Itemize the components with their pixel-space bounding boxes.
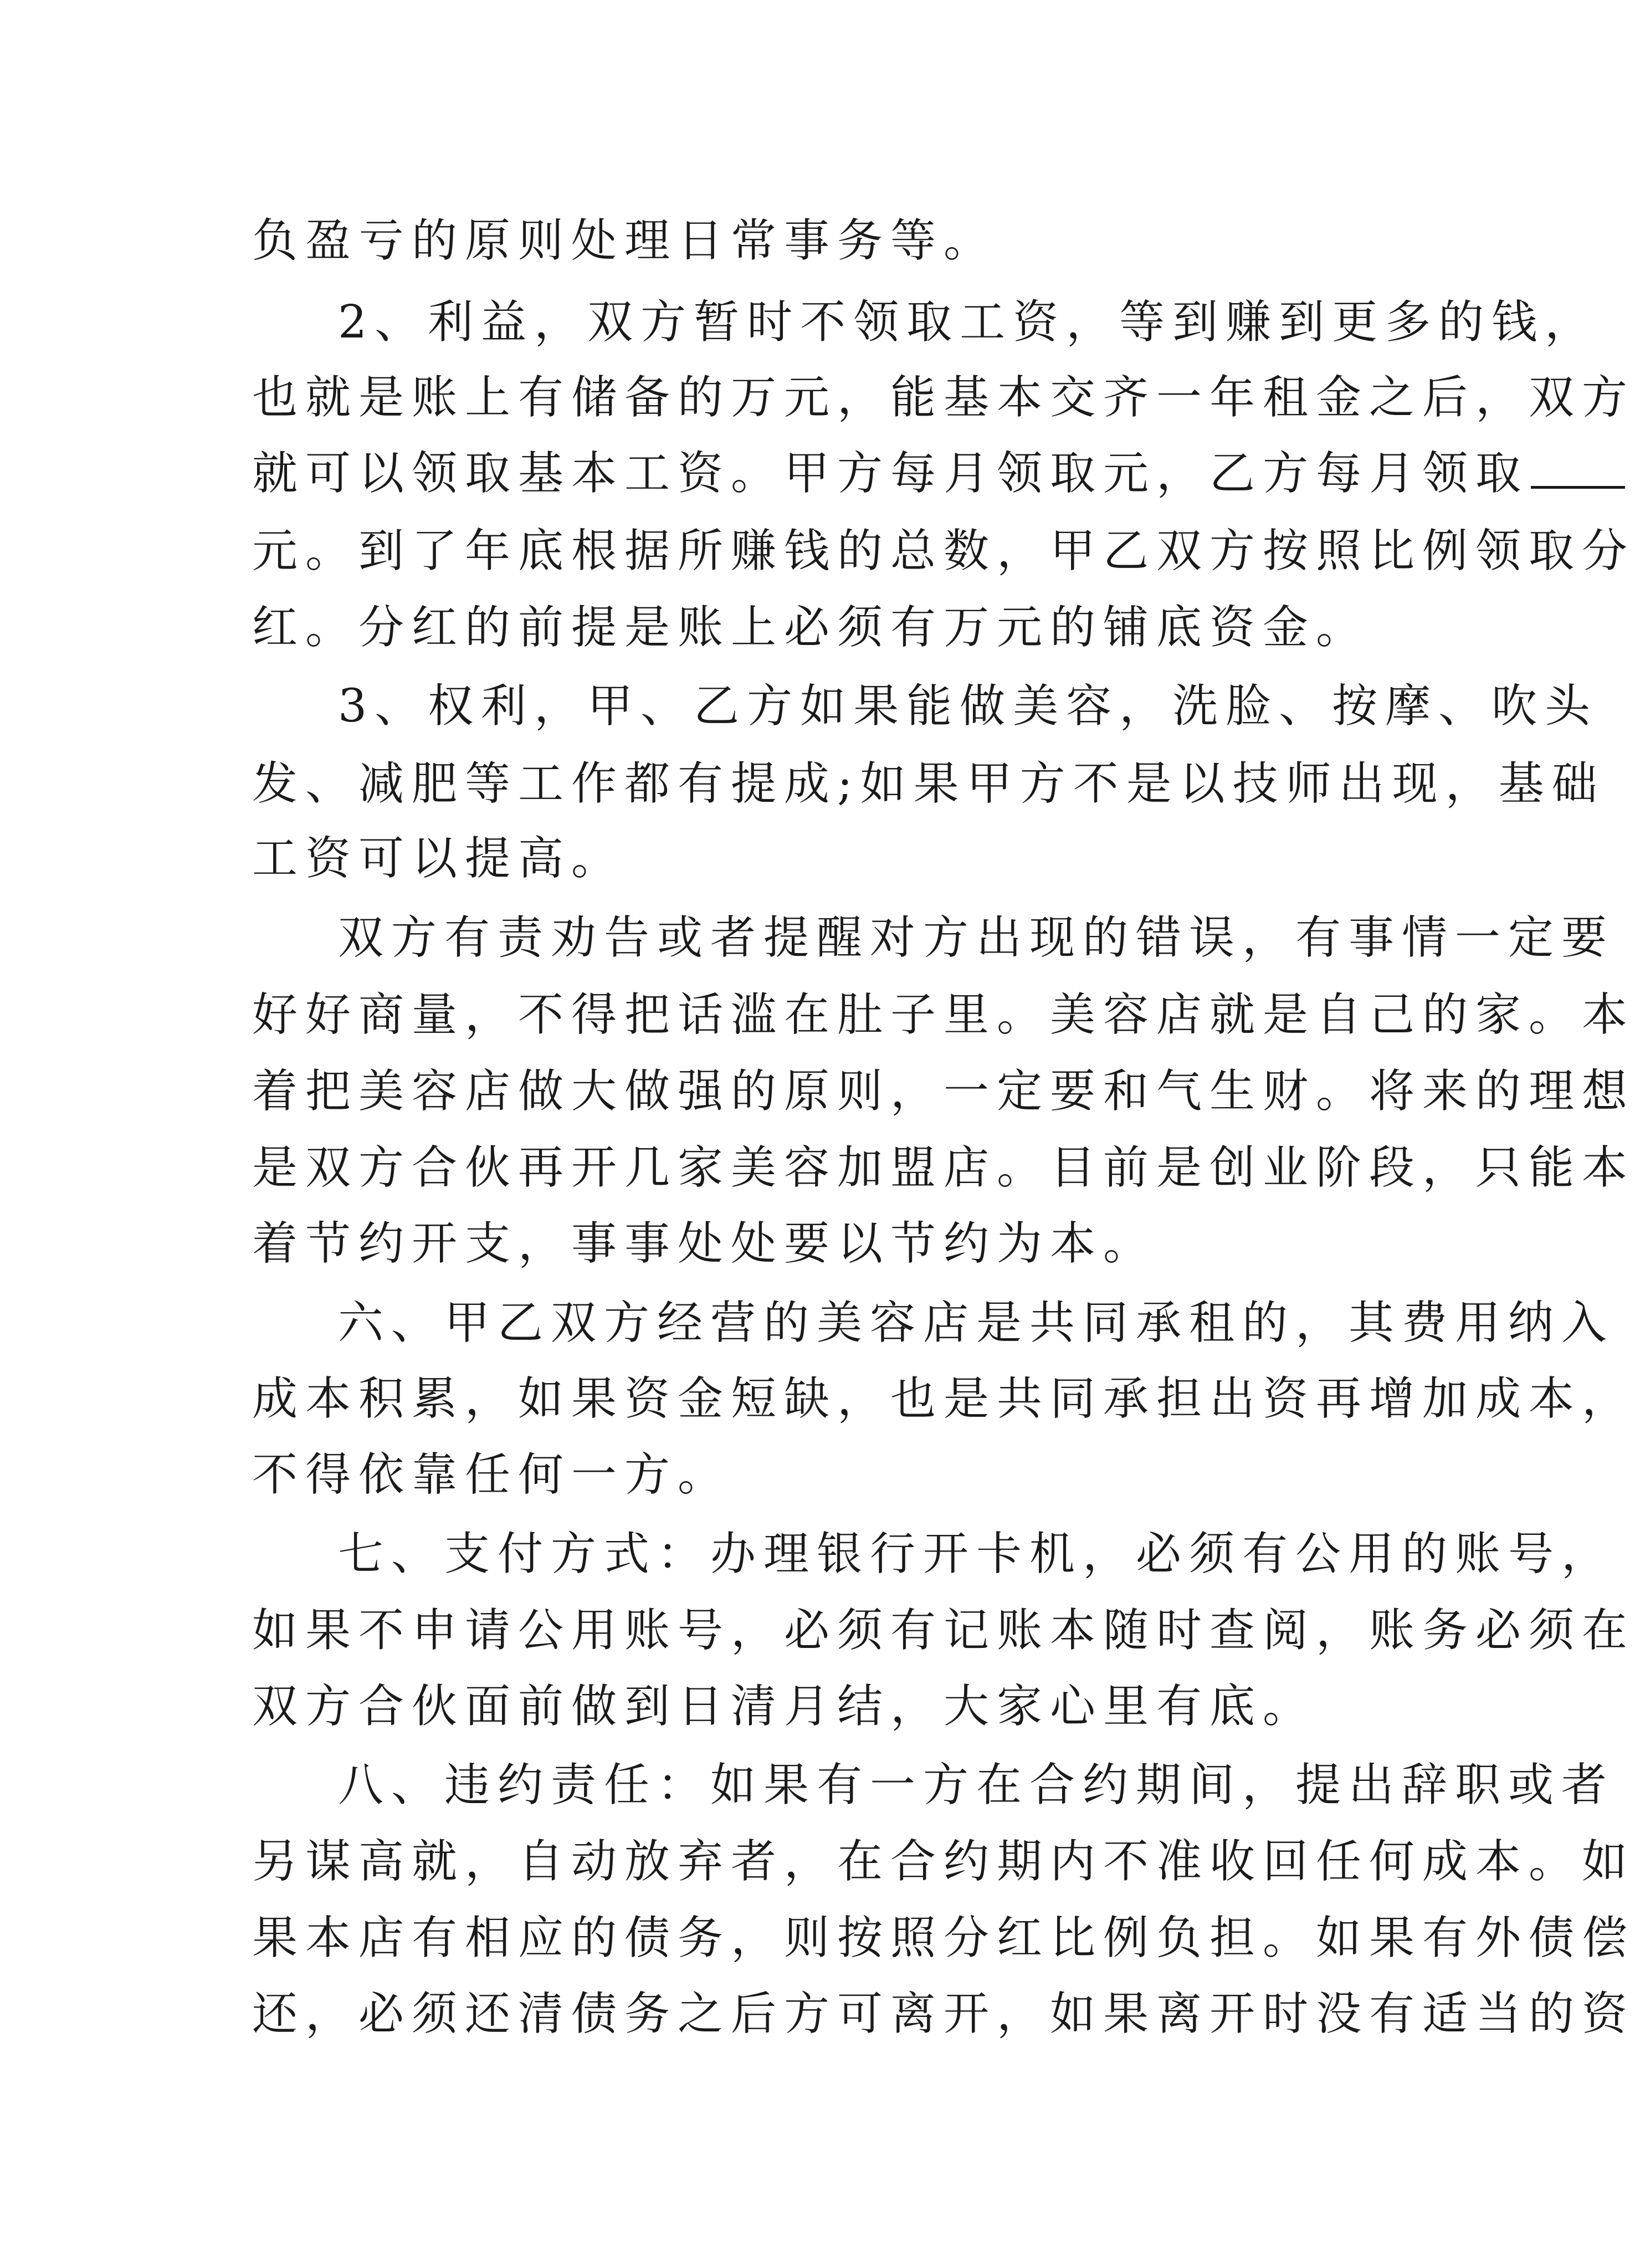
text-line: 六、甲乙双方经营的美容店是共同承租的，其费用纳入 [338,1297,1615,1349]
text-line: 发、减肥等工作都有提成;如果甲方不是以技师出现，基础 [252,757,1605,810]
text-line: 元。到了年底根据所赚钱的总数，甲乙双方按照比例领取分 [252,525,1635,577]
text-line: 还，必须还清债务之后方可离开，如果离开时没有适当的资 [252,1988,1635,2040]
text-line: 2、利益，双方暂时不领取工资，等到赚到更多的钱， [338,296,1598,349]
text-line: 双方有责劝告或者提醒对方出现的错误，有事情一定要 [338,912,1615,964]
text-line: 着节约开支，事事处处要以节约为本。 [252,1217,1157,1270]
text-line: 七、支付方式：办理银行开卡机，必须有公用的账号， [338,1528,1615,1580]
text-line: 3、权利，甲、乙方如果能做美容，洗脸、按摩、吹头 [338,680,1598,733]
text-line: 是双方合伙再开几家美容加盟店。目前是创业阶段，只能本 [252,1141,1635,1194]
text-line: 另谋高就，自动放弃者，在合约期内不准收回任何成本。如 [252,1835,1635,1888]
text-line [252,446,1529,529]
text-line: 如果不申请公用账号，必须有记账本随时查阅，账务必须在 [252,1604,1635,1657]
text-line-content: 就可以领取基本工资。甲方每月领取元，乙方每月领取 [252,447,1529,500]
text-line: 双方合伙面前做到日清月结，大家心里有底。 [252,1680,1316,1733]
text-line: 也就是账上有储备的万元，能基本交齐一年租金之后，双方 [252,371,1635,424]
text-line: 不得依靠任何一方。 [252,1448,731,1501]
text-line: 工资可以提高。 [252,832,625,885]
text-line: 成本积累，如果资金短缺，也是共同承担出资再增加成本， [252,1373,1635,1425]
fill-in-blank [1531,447,1625,489]
text-line: 果本店有相应的债务，则按照分红比例负担。如果有外债偿 [252,1912,1635,1964]
text-line: 八、违约责任：如果有一方在合约期间，提出辞职或者 [338,1759,1615,1811]
text-line: 好好商量，不得把话滥在肚子里。美容店就是自己的家。本 [252,989,1635,1041]
text-line: 着把美容店做大做强的原则，一定要和气生财。将来的理想 [252,1065,1635,1118]
text-line: 负盈亏的原则处理日常事务等。 [252,214,997,267]
text-line: 红。分红的前提是账上必须有万元的铺底资金。 [252,601,1370,654]
